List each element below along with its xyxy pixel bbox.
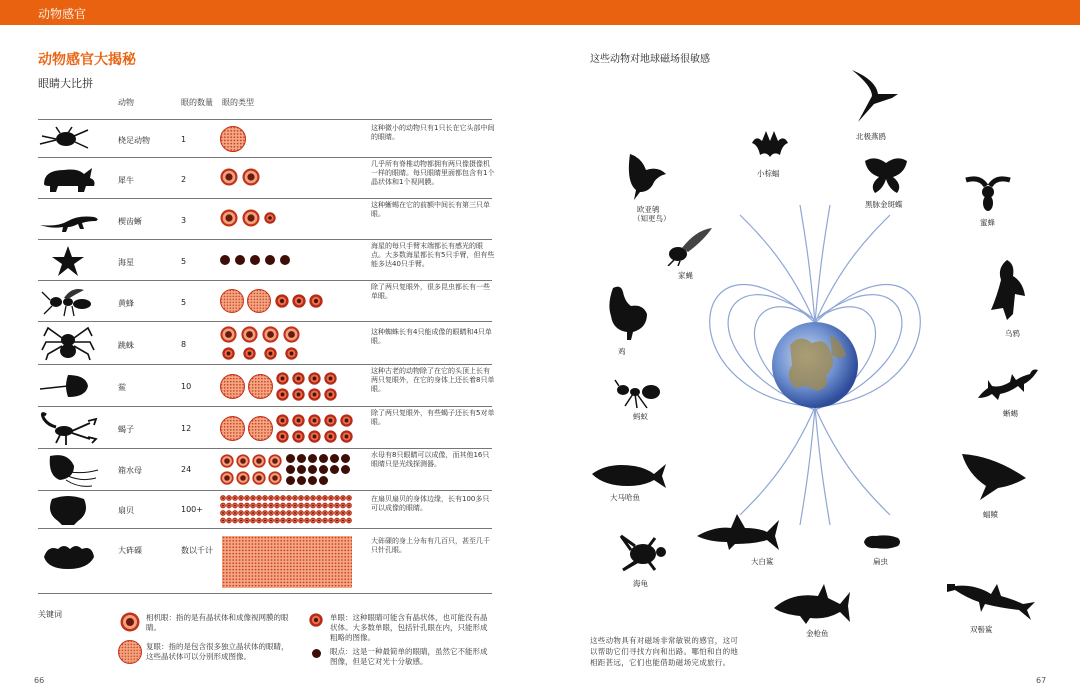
table-row	[38, 448, 492, 491]
simple-eye-icon	[309, 613, 323, 627]
row-description: 除了两只复眼外，很多昆虫都长有一些单眼。	[371, 283, 490, 300]
row-description: 这种微小的动物只有1只长在它头部中间的眼睛。	[371, 124, 495, 141]
box-jellyfish-icon	[38, 452, 100, 488]
table-row	[38, 490, 492, 529]
table-row	[38, 321, 492, 365]
compound-eye-icon	[118, 640, 142, 664]
key-simple-eye: 单眼：这种眼睛可能含有晶状体，也可能没有晶状体。大多数单眼，包括针孔眼在内，只能形成粗略的图像。	[330, 613, 488, 642]
camera-eye-icon	[120, 612, 140, 632]
eye-count: 10	[181, 382, 192, 391]
table-row	[38, 528, 492, 594]
animal-name: 桡足动物	[118, 136, 150, 145]
animal-name: 楔齿蜥	[118, 217, 142, 226]
key-compound-eye: 复眼：指的是包含很多独立晶状体的眼睛，这些晶状体可以分别形成图像。	[146, 642, 289, 661]
eye-diagram	[220, 412, 360, 446]
robin-icon	[622, 152, 668, 202]
eye-count: 1	[181, 135, 187, 144]
animal-name: 扇贝	[118, 506, 134, 515]
table-row	[38, 406, 495, 449]
label-robin-alias: （知更鸟）	[633, 214, 671, 223]
scallop-icon	[38, 495, 100, 527]
column-header-animal: 动物	[118, 98, 134, 107]
row-description: 大砗磲的身上分布有几百只，甚至几千只针孔眼。	[371, 537, 490, 554]
label-bee: 蜜蜂	[980, 218, 995, 227]
rhino-icon	[38, 164, 98, 194]
ant-icon	[613, 378, 667, 410]
manta-ray-icon	[958, 450, 1030, 506]
row-description: 几乎所有脊椎动物都拥有两只像摄像机一样的眼睛。每只眼睛里面都包含有1个晶状体和1个视网膜。	[371, 160, 495, 186]
tuna-icon	[770, 582, 852, 626]
label-monarch: 黑脉金斑蝶	[865, 200, 903, 209]
starfish-icon	[38, 245, 98, 277]
flatworm-icon	[862, 533, 902, 551]
eye-count: 2	[181, 175, 187, 184]
giant-clam-icon	[38, 541, 100, 573]
right-page-caption: 这些动物具有对磁场非常敏锐的感官，这可以帮助它们寻找方向和出路。哪怕和自的地相距甚远，它们也能借助磁场完成旅行。	[590, 636, 739, 667]
bat-icon	[750, 127, 790, 167]
animal-name: 海星	[118, 258, 134, 267]
column-header-type: 眼的类型	[222, 98, 254, 107]
row-description: 这种蜥蜴在它的前额中间长有第三只单眼。	[371, 201, 490, 218]
jumping-spider-icon	[38, 326, 98, 362]
crow-icon	[985, 258, 1027, 322]
eye-count: 3	[181, 216, 187, 225]
eye-diagram	[220, 326, 360, 364]
page-title: 动物感官大揭秘	[38, 52, 136, 68]
right-page-title: 这些动物对地球磁场很敏感	[590, 54, 710, 65]
animal-name: 犀牛	[118, 176, 134, 185]
lizard-icon	[976, 366, 1042, 404]
label-salmon: 大马哈鱼	[610, 493, 640, 502]
key-camera-eye: 相机眼：指的是有晶状体和成像视网膜的眼睛。	[146, 613, 289, 632]
hammerhead-shark-icon	[945, 580, 1037, 620]
tuatara-icon	[38, 207, 100, 233]
label-bat: 小棕蝠	[757, 169, 780, 178]
column-header-count: 眼的数量	[181, 98, 213, 107]
row-description: 除了两只复眼外，有些蝎子还长有5对单眼。	[371, 409, 495, 426]
table-row	[38, 239, 495, 281]
chicken-icon	[603, 284, 649, 342]
eye-diagram	[220, 168, 360, 190]
eye-diagram	[220, 209, 360, 231]
label-sea-turtle: 海龟	[633, 579, 648, 588]
eye-diagram	[220, 495, 352, 525]
table-row	[38, 364, 495, 407]
label-robin: 欧亚鸲	[637, 205, 660, 214]
label-hammerhead-shark: 双髻鲨	[970, 625, 993, 634]
label-flatworm: 扁虫	[873, 557, 888, 566]
label-lizard: 蜥蜴	[1003, 409, 1018, 418]
animal-name: 黄蜂	[118, 299, 134, 308]
eye-count: 100+	[181, 505, 203, 514]
salmon-icon	[588, 460, 668, 490]
arctic-tern-icon	[848, 66, 900, 126]
key-title: 关键词	[38, 610, 62, 619]
eye-diagram	[220, 289, 360, 315]
table-row	[38, 198, 492, 240]
table-row	[38, 119, 495, 158]
eye-diagram	[220, 255, 360, 267]
label-ant: 蚂蚁	[633, 412, 648, 421]
housefly-icon	[664, 226, 714, 266]
scorpion-icon	[38, 409, 100, 447]
page-number-right: 67	[1036, 676, 1047, 685]
table-row	[38, 280, 492, 322]
section-title: 动物感官	[38, 7, 87, 21]
wasp-icon	[38, 286, 98, 318]
label-arctic-tern: 北极燕鸥	[856, 132, 886, 141]
label-crow: 乌鸦	[1005, 329, 1020, 338]
page-subtitle: 眼睛大比拼	[38, 77, 93, 90]
row-description: 这种蜘蛛长有4只能成像的眼睛和4只单眼。	[371, 328, 492, 345]
horseshoe-crab-icon	[38, 371, 100, 401]
eye-count: 8	[181, 340, 187, 349]
row-description: 在扇贝扇贝的身体边缘，长有100多只可以成像的眼睛。	[371, 495, 490, 512]
row-description: 海星的每只手臂末端都长有感光的眼点。大多数海星都长有5只手臂，但有些能多达40只手臂。	[371, 242, 495, 268]
eye-count: 5	[181, 257, 187, 266]
eyespot-icon	[312, 649, 321, 658]
sea-turtle-icon	[617, 532, 669, 574]
animal-name: 蝎子	[118, 425, 134, 434]
label-chicken: 鸡	[618, 347, 626, 356]
eye-count: 24	[181, 465, 192, 474]
eye-diagram	[220, 126, 360, 152]
eye-diagram	[220, 452, 360, 488]
great-white-shark-icon	[695, 510, 781, 552]
bee-icon	[960, 172, 1016, 212]
table-row	[38, 157, 495, 199]
key-eyespot: 眼点：这是一种最简单的眼睛，虽然它不能形成图像，但是它对光十分敏感。	[330, 647, 488, 666]
eye-count: 12	[181, 424, 192, 433]
section-header-bar	[0, 0, 1080, 25]
animal-name: 大砗磲	[118, 546, 142, 555]
row-description: 这种古老的动物除了在它的头顶上长有两只复眼外，在它的身体上还长着8只单眼。	[371, 367, 495, 393]
magnetic-field-diagram	[680, 205, 950, 525]
animal-name: 鲎	[118, 383, 126, 392]
copepod-icon	[38, 126, 90, 152]
monarch-butterfly-icon	[863, 155, 909, 195]
animal-name: 跳蛛	[118, 341, 134, 350]
eye-count: 5	[181, 298, 187, 307]
row-description: 水母有8只眼睛可以成像，而其他16只眼睛只是光线探测器。	[371, 451, 490, 468]
page-number-left: 66	[34, 676, 45, 685]
label-manta-ray: 蝠鲼	[983, 510, 998, 519]
animal-name: 箱水母	[118, 466, 142, 475]
label-tuna: 金枪鱼	[806, 629, 829, 638]
eye-diagram	[222, 536, 352, 588]
eye-count: 数以千计	[181, 546, 213, 555]
label-housefly: 家蝇	[678, 271, 693, 280]
label-great-white-shark: 大白鲨	[751, 557, 774, 566]
eye-diagram	[220, 370, 360, 404]
